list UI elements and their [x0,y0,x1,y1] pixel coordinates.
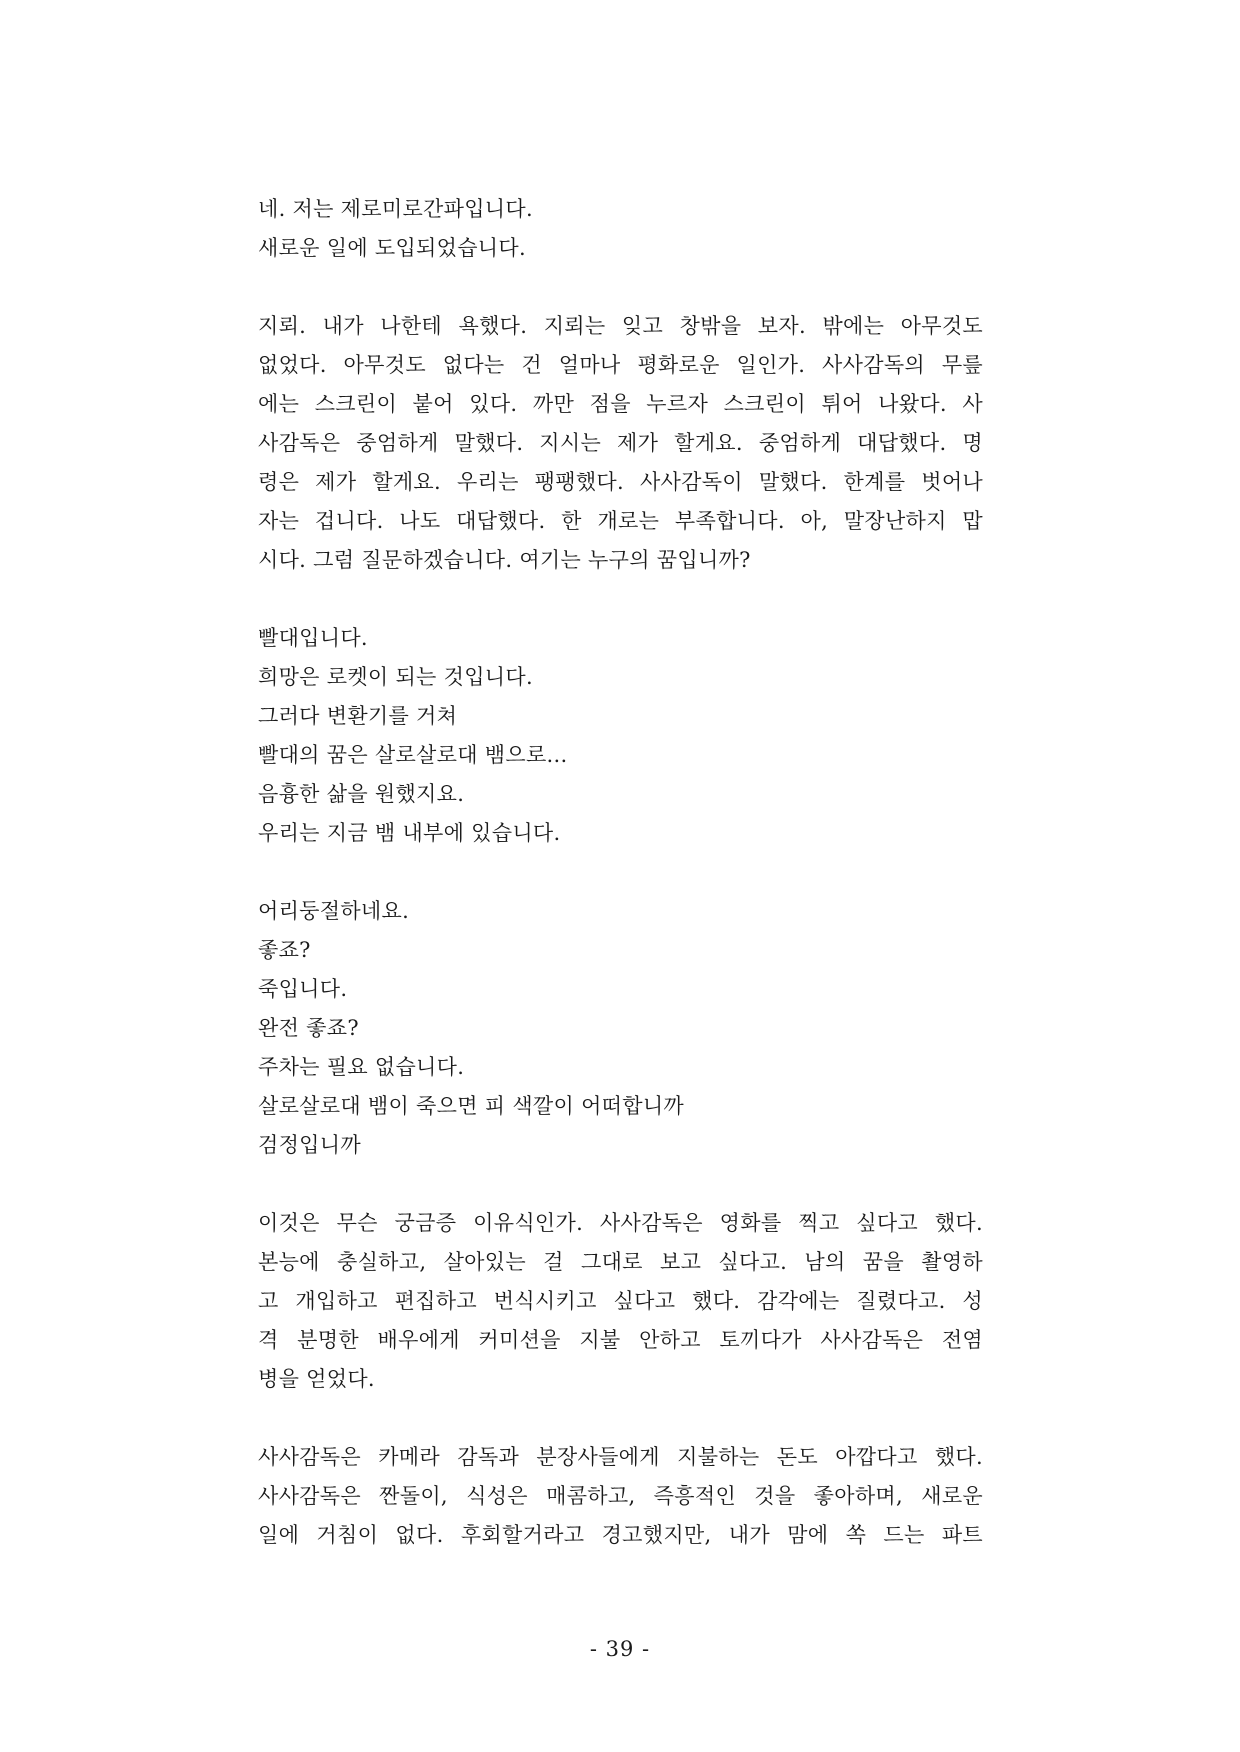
text-line: 사사감독은 카메라 감독과 분장사들에게 지불하는 돈도 아깝다고 했다. [258,1445,983,1469]
text-line: 사감독은 중엄하게 말했다. 지시는 제가 할게요. 중엄하게 대답했다. 명 [258,431,983,455]
paragraph-gap [258,580,983,619]
text-line: 령은 제가 할게요. 우리는 팽팽했다. 사사감독이 말했다. 한계를 벗어나 [258,470,983,494]
text-line: 우리는 지금 뱀 내부에 있습니다. [258,821,561,845]
text-line: 네. 저는 제로미로간파입니다. [258,197,533,221]
text-line: 검정입니까 [258,1133,361,1157]
paragraph-3 [258,619,983,853]
text-line: 어리둥절하네요. [258,899,410,923]
paragraph-1 [258,190,983,268]
text-line: 완전 좋죠? [258,1016,359,1040]
text-line: 일에 거침이 없다. 후회할거라고 경고했지만, 내가 맘에 쏙 드는 파트 [258,1523,983,1547]
text-line: 살로살로대 뱀이 죽으면 피 색깔이 어떠합니까 [258,1094,685,1118]
text-line: 빨대입니다. [258,626,368,650]
text-line: 시다. 그럼 질문하겠습니다. 여기는 누구의 꿈입니까? [258,548,751,572]
page-number: - 39 - [589,1637,651,1661]
text-line: 에는 스크린이 붙어 있다. 까만 점을 누르자 스크린이 튀어 나왔다. 사 [258,392,983,416]
paragraph-gap [258,1165,983,1204]
text-line: 병을 얻었다. [258,1367,375,1391]
text-line: 이것은 무슨 궁금증 이유식인가. 사사감독은 영화를 찍고 싶다고 했다. [258,1211,983,1235]
text-line: 사사감독은 짠돌이, 식성은 매콤하고, 즉흥적인 것을 좋아하며, 새로운 [258,1484,983,1508]
paragraph-gap [258,1399,983,1438]
paragraph-gap [258,268,983,307]
text-line: 주차는 필요 없습니다. [258,1055,465,1079]
text-line: 음흉한 삶을 원했지요. [258,782,465,806]
text-line: 그러다 변환기를 거쳐 [258,704,458,728]
text-line: 본능에 충실하고, 살아있는 걸 그대로 보고 싶다고. 남의 꿈을 촬영하 [258,1250,983,1274]
text-line: 없었다. 아무것도 없다는 건 얼마나 평화로운 일인가. 사사감독의 무릎 [258,353,983,377]
paragraph-6 [258,1438,983,1555]
body-text [258,190,983,1555]
paragraph-5 [258,1204,983,1399]
text-line: 지뢰. 내가 나한테 욕했다. 지뢰는 잊고 창밖을 보자. 밖에는 아무것도 [258,314,983,338]
text-line: 새로운 일에 도입되었습니다. [258,236,526,260]
text-line: 고 개입하고 편집하고 번식시키고 싶다고 했다. 감각에는 질렸다고. 성 [258,1289,983,1313]
text-line: 자는 겁니다. 나도 대답했다. 한 개로는 부족합니다. 아, 말장난하지 맙 [258,509,983,533]
paragraph-2 [258,307,983,580]
text-line: 희망은 로켓이 되는 것입니다. [258,665,533,689]
text-line: 죽입니다. [258,977,348,1001]
text-line: 격 분명한 배우에게 커미션을 지불 안하고 토끼다가 사사감독은 전염 [258,1328,983,1352]
text-line: 좋죠? [258,938,311,962]
text-line: 빨대의 꿈은 살로살로대 뱀으로... [258,743,568,767]
paragraph-4 [258,892,983,1165]
paragraph-gap [258,853,983,892]
